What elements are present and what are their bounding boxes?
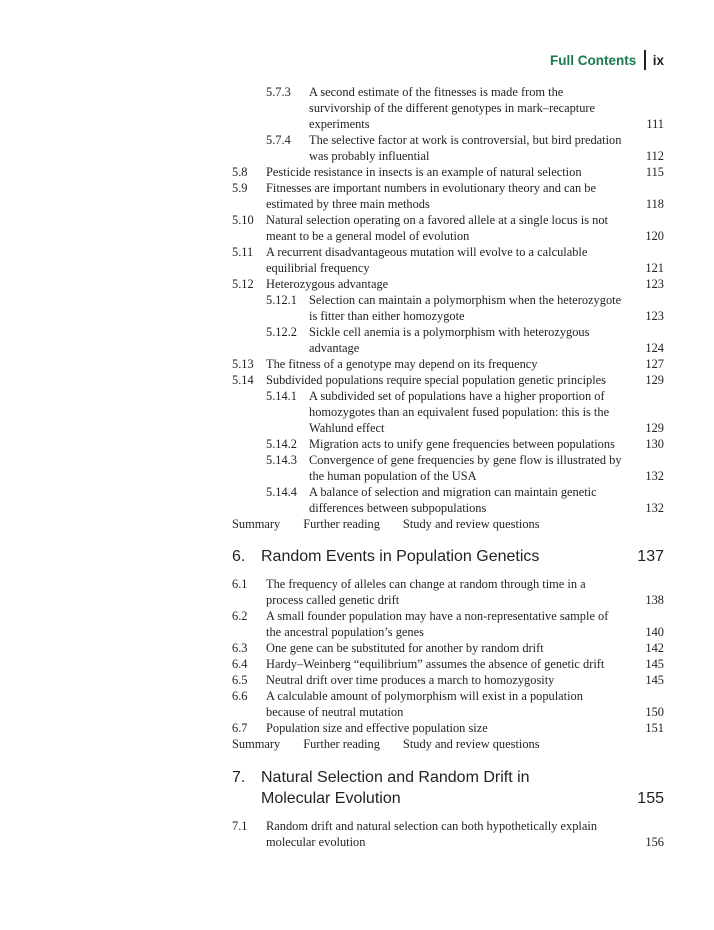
chapter-number: 6. (232, 548, 246, 565)
entry-page: 112 (645, 149, 664, 163)
entry-title: Natural selection operating on a favored allele at a single locus is not meant to be a general model of evolution (266, 213, 609, 243)
entry-page: 120 (645, 229, 664, 243)
toc-entry[interactable] (232, 276, 664, 292)
toc-entry[interactable] (232, 356, 664, 372)
further-reading-link[interactable]: Further reading (303, 737, 380, 751)
running-header-section: Full Contents (549, 52, 637, 68)
toc-entry[interactable] (232, 324, 664, 356)
toc-entry[interactable] (232, 84, 664, 132)
entry-number: 5.14.1 (266, 389, 297, 403)
entry-page: 123 (645, 277, 664, 291)
entry-title: A subdivided set of populations have a higher proportion of homozygotes than an equivalent fused population: this is the Wahlund effect (309, 389, 610, 435)
entry-title: Population size and effective population size (266, 721, 488, 735)
entry-title: A balance of selection and migration can maintain genetic differences between subpopulations (309, 485, 597, 515)
entry-number: 5.14.2 (266, 437, 297, 451)
summary-row (232, 736, 664, 752)
entry-number: 5.7.3 (266, 85, 291, 99)
entry-title: The frequency of alleles can change at random through time in a process called genetic drift (266, 577, 586, 607)
toc-entry[interactable] (232, 180, 664, 212)
entry-title: A recurrent disadvantageous mutation will evolve to a calculable equilibrial frequency (266, 245, 588, 275)
entry-number: 5.12 (232, 277, 254, 291)
entry-number: 6.3 (232, 641, 248, 655)
entry-number: 5.13 (232, 357, 254, 371)
toc-entry[interactable] (232, 484, 664, 516)
entry-number: 5.10 (232, 213, 254, 227)
chapter-7-heading[interactable] (232, 767, 664, 809)
entry-title: Subdivided populations require special population genetic principles (266, 373, 606, 387)
entry-page: 118 (645, 197, 664, 211)
entry-page: 124 (645, 341, 664, 355)
running-header (550, 50, 664, 70)
entry-page: 140 (645, 625, 664, 639)
entry-title: Hardy–Weinberg “equilibrium” assumes the absence of genetic drift (266, 657, 605, 671)
entry-title: The fitness of a genotype may depend on its frequency (266, 357, 538, 371)
chapter-title (261, 767, 637, 809)
toc-entry[interactable] (232, 436, 664, 452)
entry-number: 6.7 (232, 721, 248, 735)
entry-title: Sickle cell anemia is a polymorphism with heterozygous advantage (309, 325, 590, 355)
summary-row (232, 516, 664, 532)
entry-title: The selective factor at work is controversial, but bird predation was probably influential (309, 133, 622, 163)
entry-title: A small founder population may have a non-representative sample of the ancestral population’s genes (266, 609, 609, 639)
page-number: ix (652, 52, 664, 68)
entry-title: Random drift and natural selection can both hypothetically explain molecular evolution (266, 819, 598, 849)
chapter-number: 7. (232, 769, 246, 786)
header-divider (644, 50, 646, 70)
entry-title: Neutral drift over time produces a march to homozygosity (266, 673, 555, 687)
entry-page: 115 (645, 165, 664, 179)
toc-entry[interactable] (232, 672, 664, 688)
entry-title: Convergence of gene frequencies by gene flow is illustrated by the human population of the USA (309, 453, 622, 483)
chapter-7-entries (232, 818, 664, 850)
toc-entry[interactable] (232, 372, 664, 388)
entry-title: Heterozygous advantage (266, 277, 389, 291)
entry-number: 5.14.3 (266, 453, 297, 467)
entry-number: 5.12.2 (266, 325, 297, 339)
entry-page: 142 (645, 641, 664, 655)
toc-entry[interactable] (232, 640, 664, 656)
study-questions-link[interactable]: Study and review questions (402, 517, 540, 531)
entry-page: 132 (645, 469, 664, 483)
chapter-6-heading[interactable] (232, 546, 664, 567)
entry-page: 127 (645, 357, 664, 371)
entry-page: 129 (645, 373, 664, 387)
chapter-page: 137 (637, 548, 664, 565)
entry-number: 7.1 (232, 819, 248, 833)
entry-page: 132 (645, 501, 664, 515)
toc-entry[interactable] (232, 292, 664, 324)
toc-entry[interactable] (232, 576, 664, 608)
entry-number: 5.12.1 (266, 293, 297, 307)
toc-entry[interactable] (232, 608, 664, 640)
toc-entry[interactable] (232, 452, 664, 484)
entry-page: 138 (645, 593, 664, 607)
entry-number: 5.14.4 (266, 485, 297, 499)
entry-page: 121 (645, 261, 664, 275)
entry-number: 6.5 (232, 673, 248, 687)
entry-page: 123 (645, 309, 664, 323)
entry-page: 145 (645, 673, 664, 687)
entry-page: 145 (645, 657, 664, 671)
entry-title: Migration acts to unify gene frequencies between populations (309, 437, 615, 451)
entry-number: 6.1 (232, 577, 248, 591)
entry-page: 129 (645, 421, 664, 435)
chapter-6-entries (232, 576, 664, 736)
toc-entry[interactable] (232, 212, 664, 244)
entry-number: 5.7.4 (266, 133, 291, 147)
chapter-title-line-1: Natural Selection and Random Drift in (261, 769, 530, 786)
chapter-title: Random Events in Population Genetics (261, 548, 540, 565)
entry-number: 5.8 (232, 165, 248, 179)
entry-title: Fitnesses are important numbers in evolutionary theory and can be estimated by three main methods (266, 181, 596, 211)
section-5-entries (232, 84, 664, 516)
entry-title: Selection can maintain a polymorphism when the heterozygote is fitter than either homozygote (309, 293, 622, 323)
toc-entry[interactable] (232, 656, 664, 672)
chapter-title-line-2: Molecular Evolution (261, 790, 401, 807)
entry-title: One gene can be substituted for another by random drift (266, 641, 544, 655)
toc-entry[interactable] (232, 818, 664, 850)
summary-link[interactable]: Summary (232, 517, 281, 531)
entry-page: 150 (645, 705, 664, 719)
entry-page: 111 (646, 117, 664, 131)
entry-page: 156 (645, 835, 664, 849)
entry-page: 130 (645, 437, 664, 451)
entry-number: 6.4 (232, 657, 248, 671)
entry-number: 5.9 (232, 181, 248, 195)
entry-title: Pesticide resistance in insects is an example of natural selection (266, 165, 582, 179)
further-reading-link[interactable]: Further reading (303, 517, 380, 531)
toc-entry[interactable] (232, 388, 664, 436)
toc-entry[interactable] (232, 720, 664, 736)
study-questions-link[interactable]: Study and review questions (402, 737, 540, 751)
entry-number: 6.2 (232, 609, 248, 623)
chapter-page: 155 (637, 790, 664, 807)
table-of-contents (232, 84, 664, 850)
toc-entry[interactable] (232, 244, 664, 276)
entry-title: A calculable amount of polymorphism will exist in a population because of neutral mutation (266, 689, 583, 719)
toc-entry[interactable] (232, 164, 664, 180)
toc-entry[interactable] (232, 132, 664, 164)
entry-page: 151 (645, 721, 664, 735)
summary-link[interactable]: Summary (232, 737, 281, 751)
entry-number: 5.14 (232, 373, 254, 387)
entry-title: A second estimate of the fitnesses is made from the survivorship of the different genotypes in mark–recapture experiments (309, 85, 596, 131)
toc-entry[interactable] (232, 688, 664, 720)
entry-number: 5.11 (232, 245, 254, 259)
entry-number: 6.6 (232, 689, 248, 703)
